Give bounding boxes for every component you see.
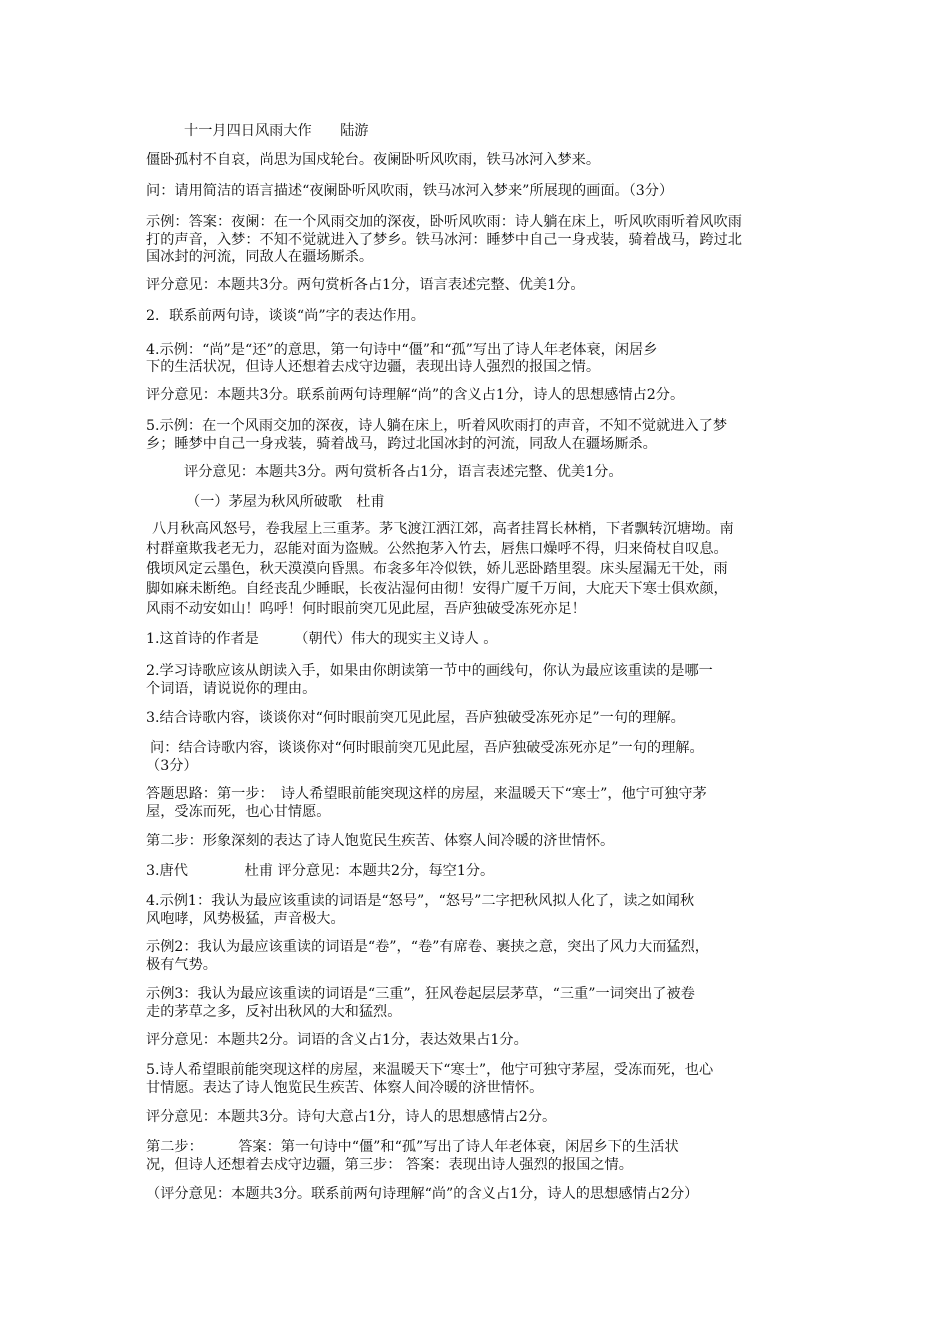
answer-idea-line-1: 答题思路：第一步： 诗人希望眼前能突现这样的房屋，来温暖天下“寒士”，他宁可独守茅: [146, 786, 707, 802]
answer-1-line-1: 示例：答案：夜阑：在一个风雨交加的深夜，卧听风吹雨：诗人躺在床上，听风吹雨听着风吹雨: [146, 214, 742, 230]
question-1: 问：请用简洁的语言描述“夜阑卧听风吹雨，铁马冰河入梦来”所展现的画面。（3分）: [146, 183, 674, 199]
answer-2-2-example-3-line-2: 走的茅草之多，反衬出秋风的大和猛烈。: [146, 1004, 402, 1020]
poem-title-2: （一）茅屋为秋风所破歌 杜甫: [186, 494, 385, 510]
poem-text-2-line-4: 脚如麻未断绝。自经丧乱少睡眠，长夜沾湿何由彻！安得广厦千万间，大庇天下寒士俱欢颜，: [146, 581, 728, 597]
poem-text-2-line-2: 村群童欺我老无力，忍能对面为盗贼。公然抱茅入竹去，唇焦口燥呼不得，归来倚杖自叹息。: [146, 541, 728, 557]
answer-2-2-example-2-line-1: 示例2：我认为最应该重读的词语是“卷”，“卷”有席卷、裹挟之意，突出了风力大而猛烈，: [146, 939, 709, 955]
question-2-3: 3.结合诗歌内容，谈谈你对“何时眼前突兀见此屋，吾庐独破受冻死亦足”一句的理解。: [146, 710, 685, 726]
score-note-1: 评分意见：本题共3分。两句赏析各占1分，语言表述完整、优美1分。: [146, 277, 585, 293]
answer-idea-line-2: 屋，受冻而死，也心甘情愿。: [146, 804, 331, 820]
poem-text-2-line-3: 俄顷风定云墨色，秋天漠漠向昏黑。布衾多年冷似铁，娇儿恶卧踏里裂。床头屋漏无干处，雨: [146, 561, 728, 577]
score-note-2: 评分意见：本题共3分。联系前两句诗理解“尚”的含义占1分，诗人的思想感情占2分。: [146, 387, 685, 403]
answer-2-2-example-3-line-1: 示例3：我认为最应该重读的词语是“三重”，狂风卷起层层茅草，“三重”一词突出了被卷: [146, 986, 695, 1002]
poem-text-1: 僵卧孤村不自哀，尚思为国戍轮台。夜阑卧听风吹雨，铁马冰河入梦来。: [146, 152, 601, 168]
answer-2-2-example-1-line-1: 4.示例1：我认为最应该重读的词语是“怒号”，“怒号”二字把秋风拟人化了，读之如闻秋: [146, 893, 695, 909]
question-2-4-line-1: 问：结合诗歌内容，谈谈你对“何时眼前突兀见此屋，吾庐独破受冻死亦足”一句的理解。: [150, 740, 704, 756]
answer-steps-line-2: 况，但诗人还想着去戍守边疆，第三步： 答案：表现出诗人强烈的报国之情。: [146, 1157, 633, 1173]
answer-2-2-example-2-line-2: 极有气势。: [146, 957, 217, 973]
answer-1-line-2: 打的声音，入梦：不知不觉就进入了梦乡。铁马冰河：睡梦中自己一身戎装，骑着战马，跨过北: [146, 232, 742, 248]
score-note-6: （评分意见：本题共3分。联系前两句诗理解“尚”的含义占1分，诗人的思想感情占2分）: [146, 1186, 699, 1202]
question-2-2-line-1: 2.学习诗歌应该从朗读入手，如果由你朗读第一节中的画线句，你认为最应该重读的是哪一: [146, 663, 713, 679]
score-note-3: 评分意见：本题共3分。两句赏析各占1分，语言表述完整、优美1分。: [184, 464, 623, 480]
answer-2-1: 3.唐代 杜甫 评分意见：本题共2分，每空1分。: [146, 863, 495, 879]
answer-2-2-example-1-line-2: 风咆哮，风势极猛，声音极大。: [146, 911, 345, 927]
question-2-4-line-2: （3分）: [146, 758, 198, 774]
answer-3-line-1: 5.示例：在一个风雨交加的深夜，诗人躺在床上，听着风吹雨打的声音，不知不觉就进入了梦: [146, 418, 728, 434]
answer-3-line-2: 乡；睡梦中自己一身戎装，骑着战马，跨过北国冰封的河流，同敌人在疆场厮杀。: [146, 436, 657, 452]
answer-steps-line-1: 第二步： 答案：第一句诗中“僵”和“孤”写出了诗人年老体衰，闲居乡下的生活状: [146, 1139, 679, 1155]
answer-idea-step-2: 第二步：形象深刻的表达了诗人饱览民生疾苦、体察人间冷暖的济世情怀。: [146, 833, 615, 849]
question-2-1: 1.这首诗的作者是 （朝代）伟大的现实主义诗人 。: [146, 631, 498, 647]
answer-2-3-line-1: 5.诗人希望眼前能突现这样的房屋，来温暖天下“寒士”，他宁可独守茅屋，受冻而死，也心: [146, 1062, 714, 1078]
question-2-2-line-2: 个词语，请说说你的理由。: [146, 681, 317, 697]
score-note-4: 评分意见：本题共2分。词语的含义占1分，表达效果占1分。: [146, 1032, 528, 1048]
answer-2-3-line-2: 甘情愿。表达了诗人饱览民生疾苦、体察人间冷暖的济世情怀。: [146, 1080, 544, 1096]
poem-text-2-line-1: 八月秋高风怒号，卷我屋上三重茅。茅飞渡江洒江郊，高者挂罥长林梢，下者飘转沉塘坳。南: [152, 521, 734, 537]
question-2: 2．联系前两句诗，谈谈“尚”字的表达作用。: [146, 308, 425, 324]
answer-2-line-1: 4.示例：“尚”是“还”的意思，第一句诗中“僵”和“孤”写出了诗人年老体衰，闲居乡: [146, 342, 658, 358]
score-note-5: 评分意见：本题共3分。诗句大意占1分，诗人的思想感情占2分。: [146, 1109, 557, 1125]
poem-text-2-line-5: 风雨不动安如山！呜呼！何时眼前突兀见此屋，吾庐独破受冻死亦足！: [146, 601, 586, 617]
answer-1-line-3: 国冰封的河流，同敌人在疆场厮杀。: [146, 249, 374, 265]
answer-2-line-2: 下的生活状况，但诗人还想着去戍守边疆，表现出诗人强烈的报国之情。: [146, 359, 601, 375]
poem-title-1: 十一月四日风雨大作 陆游: [184, 123, 369, 139]
